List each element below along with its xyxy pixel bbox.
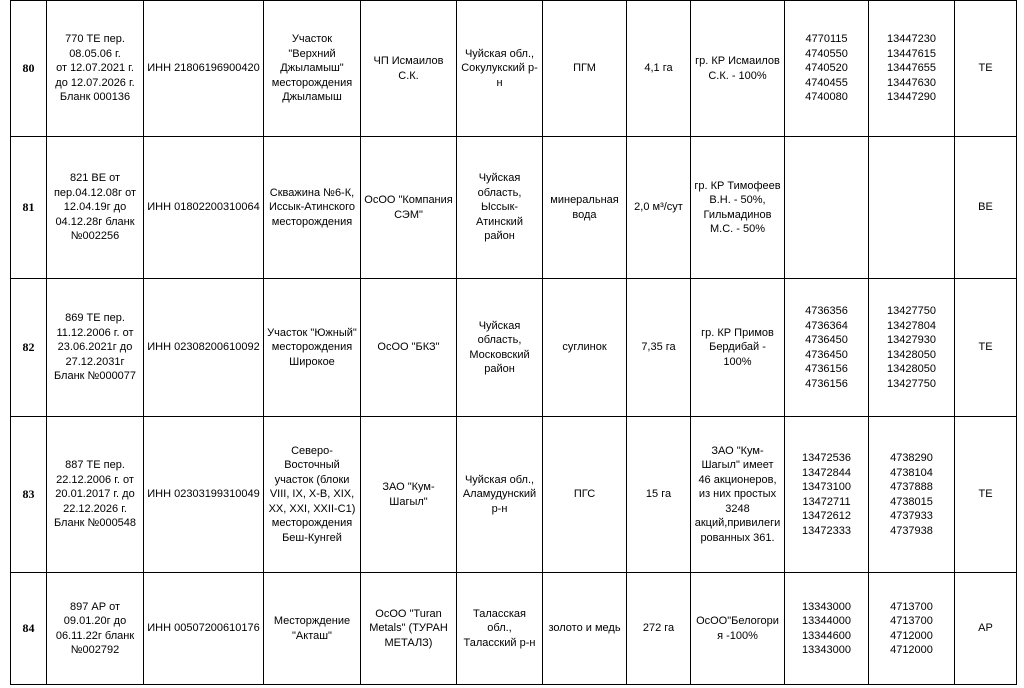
table-row [11,573,1017,685]
area-cell: 7,35 га [627,279,691,417]
mineral-type: золото и медь [543,573,627,685]
table-row [11,417,1017,573]
coordinates-column-2: 4713700 4713700 4712000 4712000 [869,573,955,685]
location-cell: Чуйская обл., Аламудунский р-н [457,417,543,573]
coordinates-column-1: 4736356 4736364 4736450 4736450 4736156 4736156 [785,279,869,417]
license-info: 887 ТЕ пер. 22.12.2006 г. от 20.01.2017 г. до 22.12.2026 г. Бланк №000548 [47,417,144,573]
location-cell: Чуйская область, Ысcык-Атинский район [457,137,543,279]
row-number: 82 [11,279,47,417]
area-cell: 2,0 м³/сут [627,137,691,279]
owners-cell: ЗАО "Кум-Шагыл" имеет 46 акционеров, из них простых 3248 акций,привилегированных 361. [691,417,785,573]
location-cell: Чуйская область, Московский район [457,279,543,417]
mineral-type: минеральная вода [543,137,627,279]
table-row [11,1,1017,137]
owners-cell: гр. КР Тимофеев В.Н. - 50%, Гильмадинов М.С. - 50% [691,137,785,279]
deposit-object: Месторждение "Акташ" [264,573,361,685]
coordinates-column-1: 13472536 13472844 13473100 13472711 13472612 13472333 [785,417,869,573]
license-registry-table [10,0,1017,685]
license-type: ТЕ [955,1,1017,137]
license-info: 869 ТЕ пер. 11.12.2006 г. от 23.06.2021г до 27.12.2031г Бланк №000077 [47,279,144,417]
deposit-object: Северо-Восточный участок (блоки VIII, IX, X-B, XIX, XX, XXI, XXII-C1) месторождения Беш-Кунгей [264,417,361,573]
deposit-object: Скважина №6-К, Иссык-Атинского месторождения [264,137,361,279]
coordinates-column-1: 4770115 4740550 4740520 4740455 4740080 [785,1,869,137]
inn-cell: ИНН 02308200610092 [144,279,264,417]
inn-cell: ИНН 01802200310064 [144,137,264,279]
license-type: ТЕ [955,279,1017,417]
deposit-object: Участок "Южный" месторождения Широкое [264,279,361,417]
area-cell: 272 га [627,573,691,685]
table-row [11,137,1017,279]
coordinates-column-2: 4738290 4738104 4737888 4738015 4737933 4737938 [869,417,955,573]
license-holder: ОсОО "БКЗ" [361,279,457,417]
license-type: ТЕ [955,417,1017,573]
coordinates-column-2: 13447230 13447615 13447655 13447630 13447290 [869,1,955,137]
mineral-type: ПГС [543,417,627,573]
coordinates-column-1: 13343000 13344000 13344600 13343000 [785,573,869,685]
row-number: 80 [11,1,47,137]
location-cell: Чуйская обл., Сокулукский р-н [457,1,543,137]
license-info: 821 ВЕ от пер.04.12.08г от 12.04.19г до 04.12.28г бланк №002256 [47,137,144,279]
owners-cell: гр. КР Исмаилов С.К. - 100% [691,1,785,137]
license-holder: ОсОО "Компания СЭМ" [361,137,457,279]
area-cell: 15 га [627,417,691,573]
license-holder: ЗАО "Кум-Шагыл" [361,417,457,573]
owners-cell: гр. КР Примов Бердибай - 100% [691,279,785,417]
area-cell: 4,1 га [627,1,691,137]
license-holder: ОсОО "Turan Metals" (ТУРАН МЕТАЛЗ) [361,573,457,685]
license-info: 897 АР от 09.01.20г до 06.11.22г бланк №002792 [47,573,144,685]
row-number: 83 [11,417,47,573]
inn-cell: ИНН 21806196900420 [144,1,264,137]
row-number: 81 [11,137,47,279]
inn-cell: ИНН 00507200610176 [144,573,264,685]
row-number: 84 [11,573,47,685]
license-type: АР [955,573,1017,685]
table-row [11,279,1017,417]
location-cell: Таласская обл., Таласский р-н [457,573,543,685]
coordinates-column-2 [869,137,955,279]
deposit-object: Участок "Верхний Джыламыш" месторождения Джыламыш [264,1,361,137]
license-type: ВЕ [955,137,1017,279]
coordinates-column-1 [785,137,869,279]
owners-cell: ОсОО"Белогория -100% [691,573,785,685]
mineral-type: суглинок [543,279,627,417]
license-info: 770 ТЕ пер. 08.05.06 г. от 12.07.2021 г. до 12.07.2026 г. Бланк 000136 [47,1,144,137]
coordinates-column-2: 13427750 13427804 13427930 13428050 13428050 13427750 [869,279,955,417]
license-holder: ЧП Исмаилов С.К. [361,1,457,137]
inn-cell: ИНН 02303199310049 [144,417,264,573]
mineral-type: ПГМ [543,1,627,137]
